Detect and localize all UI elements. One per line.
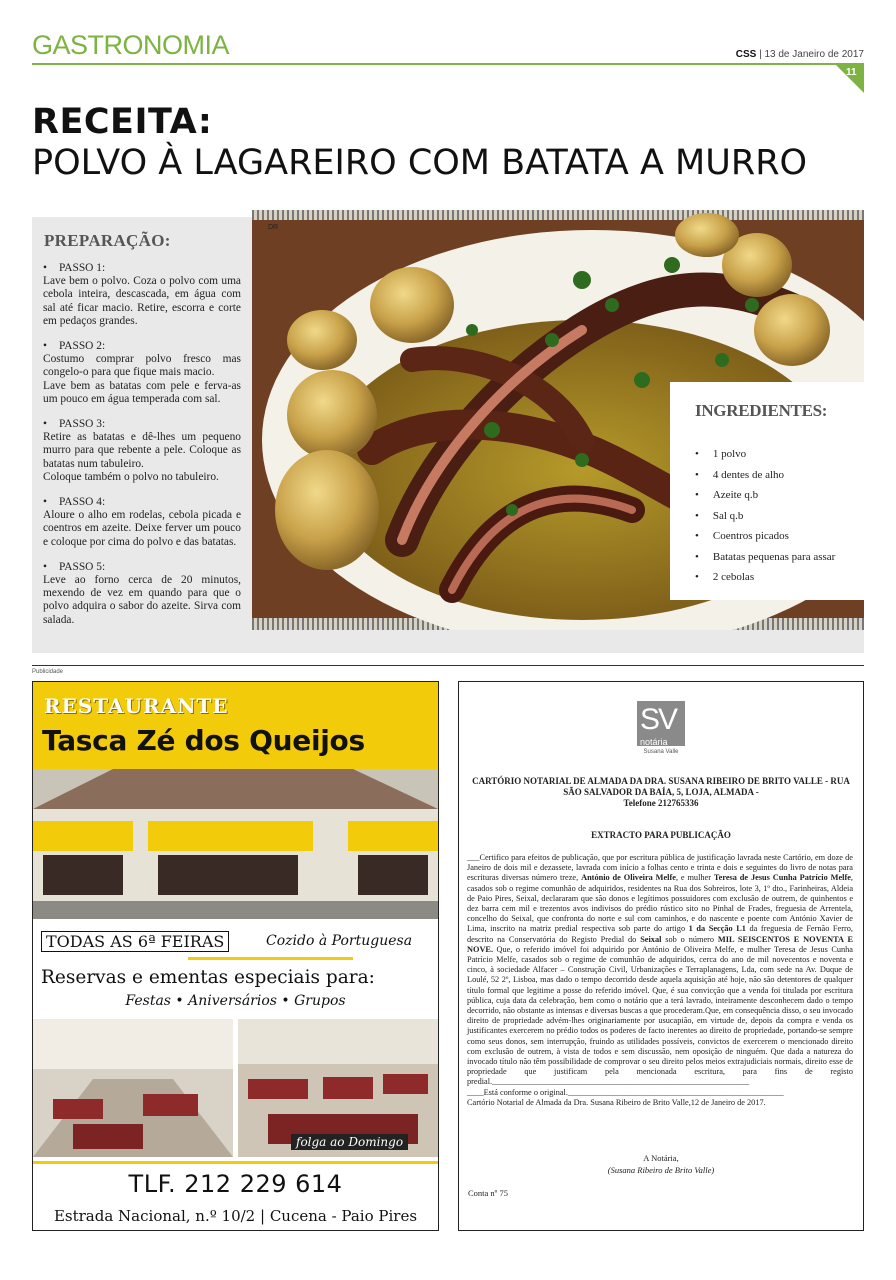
notary-subheading: EXTRACTO PARA PUBLICAÇÃO: [591, 830, 731, 840]
notary-account: Conta nº 75: [468, 1188, 508, 1198]
ad-phone: TLF. 212 229 614: [128, 1170, 343, 1198]
step-title: • PASSO 5:: [43, 561, 241, 574]
ad-occasions: Festas • Aniversários • Grupos: [125, 993, 346, 1009]
preparation-heading: PREPARAÇÃO:: [44, 231, 171, 250]
notary-logo-name: Susana Valle: [643, 749, 679, 755]
notary-logo-word: notária: [640, 737, 668, 747]
step-5: [43, 561, 241, 627]
notary-conform: ____Está conforme o original.____________________________________________________: [467, 1087, 784, 1097]
notary-signer-name: (Susana Ribeiro de Brito Valle): [607, 1165, 715, 1175]
page-number: 11: [846, 67, 857, 78]
advert-label: Publicidade: [32, 669, 64, 675]
step-text: Aloure o alho em rodelas, cebola picada e coentros em azeite. Deixe ferver um pouco e coloque por cima do polvo e das batatas.: [43, 509, 241, 548]
notary-party-2: Teresa de Jesus Cunha Patrício Melfe: [713, 873, 851, 883]
ingredient-item: • 1 polvo: [695, 448, 835, 469]
ad-accent-bar: [188, 957, 353, 960]
ingredient-item: • 4 dentes de alho: [695, 469, 835, 490]
restaurant-advert: [32, 681, 439, 1231]
ad-footer-rule: [33, 1161, 438, 1164]
notary-office: CARTÓRIO NOTARIAL DE ALMADA DA DRA. SUSANA RIBEIRO DE BRITO VALLE - RUA SÃO SALVADOR DA BAÍA, 5, LOJA, ALMADA -: [472, 776, 850, 797]
step-title: • PASSO 4:: [43, 496, 241, 509]
restaurant-interior-photo: [33, 1019, 233, 1157]
step-2: [43, 340, 241, 406]
recipe-footer-strip: [32, 630, 864, 653]
ad-weekly-dish: Cozido à Portuguesa: [266, 933, 413, 949]
notary-logo-letters: SV: [640, 703, 677, 736]
step-1: [43, 262, 241, 328]
article-kicker: RECEITA:: [32, 102, 213, 142]
ingredient-item: • Batatas pequenas para assar: [695, 551, 835, 572]
ad-weekly-day: TODAS AS 6ª FEIRAS: [41, 931, 229, 952]
section-title: GASTRONOMIA: [32, 30, 230, 60]
notary-text: da freguesia de Fernão Ferro, descrito na Conservatória do Registo Predial do: [467, 924, 853, 944]
ingredients-heading: INGREDIENTES:: [695, 401, 828, 420]
ad-reservations: Reservas e ementas especiais para:: [41, 967, 375, 988]
ad-kicker: RESTAURANTE: [44, 694, 229, 718]
notary-text: , casados sob o regime comunhão de adquiridos, residentes na Rua dos Sobreiros, lote 3, 1º dto., Farinheiras, Aldeia de Paio Pires, Seixal, declararam que são donos e legítimos possuidores com exclusão de outrem, de quinhentos e dez barra cem mil e trezentos avos indivisos do prédio rústico sito no Pinhal de Frades, freguesia de Arrentela, concelho do Seixal, que confronta do norte e sul com caminhos, e do nascente e poente com António Xavier de Lima, inscrito na matriz predial respectiva sob parte do artigo: [467, 873, 853, 934]
step-text: Costumo comprar polvo fresco mas congelo-o para que fique mais macio.: [43, 353, 241, 379]
notary-heading: [470, 776, 852, 809]
notary-party-1: António de Oliveira Melfe: [581, 873, 676, 883]
photo-credit: DR: [268, 224, 279, 231]
ad-address: Estrada Nacional, n.º 10/2 | Cucena - Paio Pires: [53, 1207, 418, 1225]
notary-phone: Telefone 212765336: [623, 798, 699, 808]
notary-text: sob o número: [665, 934, 715, 944]
notary-place-date: Cartório Notarial de Almada da Dra. Susana Ribeiro de Brito Valle,12 de Janeiro de 2017.: [467, 1097, 766, 1107]
step-title: • PASSO 3:: [43, 418, 241, 431]
ad-closed-day: folga ao Domingo: [291, 1134, 408, 1150]
ingredients-list: [695, 448, 835, 592]
ingredient-item: • Sal q.b: [695, 510, 835, 531]
step-text: Lave bem as batatas com pele e ferva-as um pouco em água temperada com sal.: [43, 379, 241, 405]
notary-text: , e mulher: [675, 873, 711, 883]
ingredient-item: • 2 cebolas: [695, 571, 835, 592]
publication-name: CSS: [735, 49, 757, 60]
step-title: • PASSO 1:: [43, 262, 241, 275]
step-text: Coloque também o polvo no tabuleiro.: [43, 470, 219, 483]
step-4: [43, 496, 241, 549]
notary-body: [467, 853, 853, 1108]
step-3: [43, 418, 241, 484]
issue-date: 13 de Janeiro de 2017: [764, 49, 864, 60]
issue-info: CSS | 13 de Janeiro de 2017: [735, 49, 864, 60]
notary-place: Seixal: [640, 934, 662, 944]
ingredient-item: • Coentros picados: [695, 530, 835, 551]
restaurant-exterior-photo: [33, 769, 438, 919]
article-title: POLVO À LAGAREIRO COM BATATA A MURRO: [32, 143, 808, 183]
step-text: Leve ao forno cerca de 20 minutos, mexendo de vez em quando para que o polvo adquira o sabor do azeite. Sirva com salada.: [43, 574, 241, 626]
notary-paragraph: [467, 853, 853, 1088]
step-text: Lave bem o polvo. Coza o polvo com uma cebola inteira, descascada, em água com sal até ficar macio. Retire, escorra e corte em pedaços grandes.: [43, 275, 241, 327]
notary-number: MIL SEISCENTOS E NOVENTA E NOVE.: [467, 934, 853, 954]
notary-text: Que, o referido imóvel foi adquirido por António de Oliveira Melfe, e mulher Teresa de Jesus Cunha Patrício Melfe, casados sob o regime de comunhão de adquiridos, cerca do ano de mil novecentos e noventa e cinco, à sociedade Alfacer – Construção Civil, Urbanizações e Terraplanagens, Lda, com sede na Av. Duque de Loulé, 52 2º, Lisboa, mas dado o tempo decorrido desde aquela aquisição até hoje, não são detentores de qualquer título formal que legitime a posse do referido imóvel. Que, é sua convicção que a venda foi titulada por escritura pública, cuja data da celebração, bem como o notário que a terá lavrado, inteiramente desconhecem dado o tempo decorrido, não obstante as intensas e diversas buscas a que procederam.Que, em consequência disso, o seu invocado direito de propriedade advém-lhes originariamente por usucapião, em virtude de, depois da compra e venda os justificantes exercerem no prédio todos os poderes de facto inerentes ao direito de propriedade, portando-se sempre como seus donos, sem interrupção, fruindo as utilidades possíveis, convictos de exercerem o mencionado direito com exclusão de outrem, à vista de todos e sem discussão, nem oposição de ninguém. Que dada a natureza do invocado título não têm possibilidade de comprovar o seu direito pelos meios extrajudiciais normais, direito esse de propriedade que justificam pela mencionada escritura, para fins de registo predial.______________________________________________________________: [467, 944, 853, 1087]
ingredient-item: • Azeite q.b: [695, 489, 835, 510]
header-rule: [32, 63, 864, 65]
notary-signer-title: A Notária,: [643, 1153, 679, 1163]
step-text: Retire as batatas e dê-lhes um pequeno murro para que rebente a pele. Coloque as batatas num tabuleiro.: [43, 431, 241, 470]
notary-text: ___Certifico para efeitos de publicação, que por escritura pública de justificação lavrada neste Cartório, em doze de Janeiro de dois mil e dezassete, lavrada com início a folhas cento e trinta e dois e seguintes do livro de notas para escrituras diversas número treze,: [467, 853, 853, 883]
notary-article: 1 da Secção L1: [688, 924, 746, 934]
section-divider: [32, 665, 864, 666]
preparation-steps: [43, 262, 241, 639]
step-title: • PASSO 2:: [43, 340, 241, 353]
restaurant-name: Tasca Zé dos Queijos: [42, 724, 365, 757]
